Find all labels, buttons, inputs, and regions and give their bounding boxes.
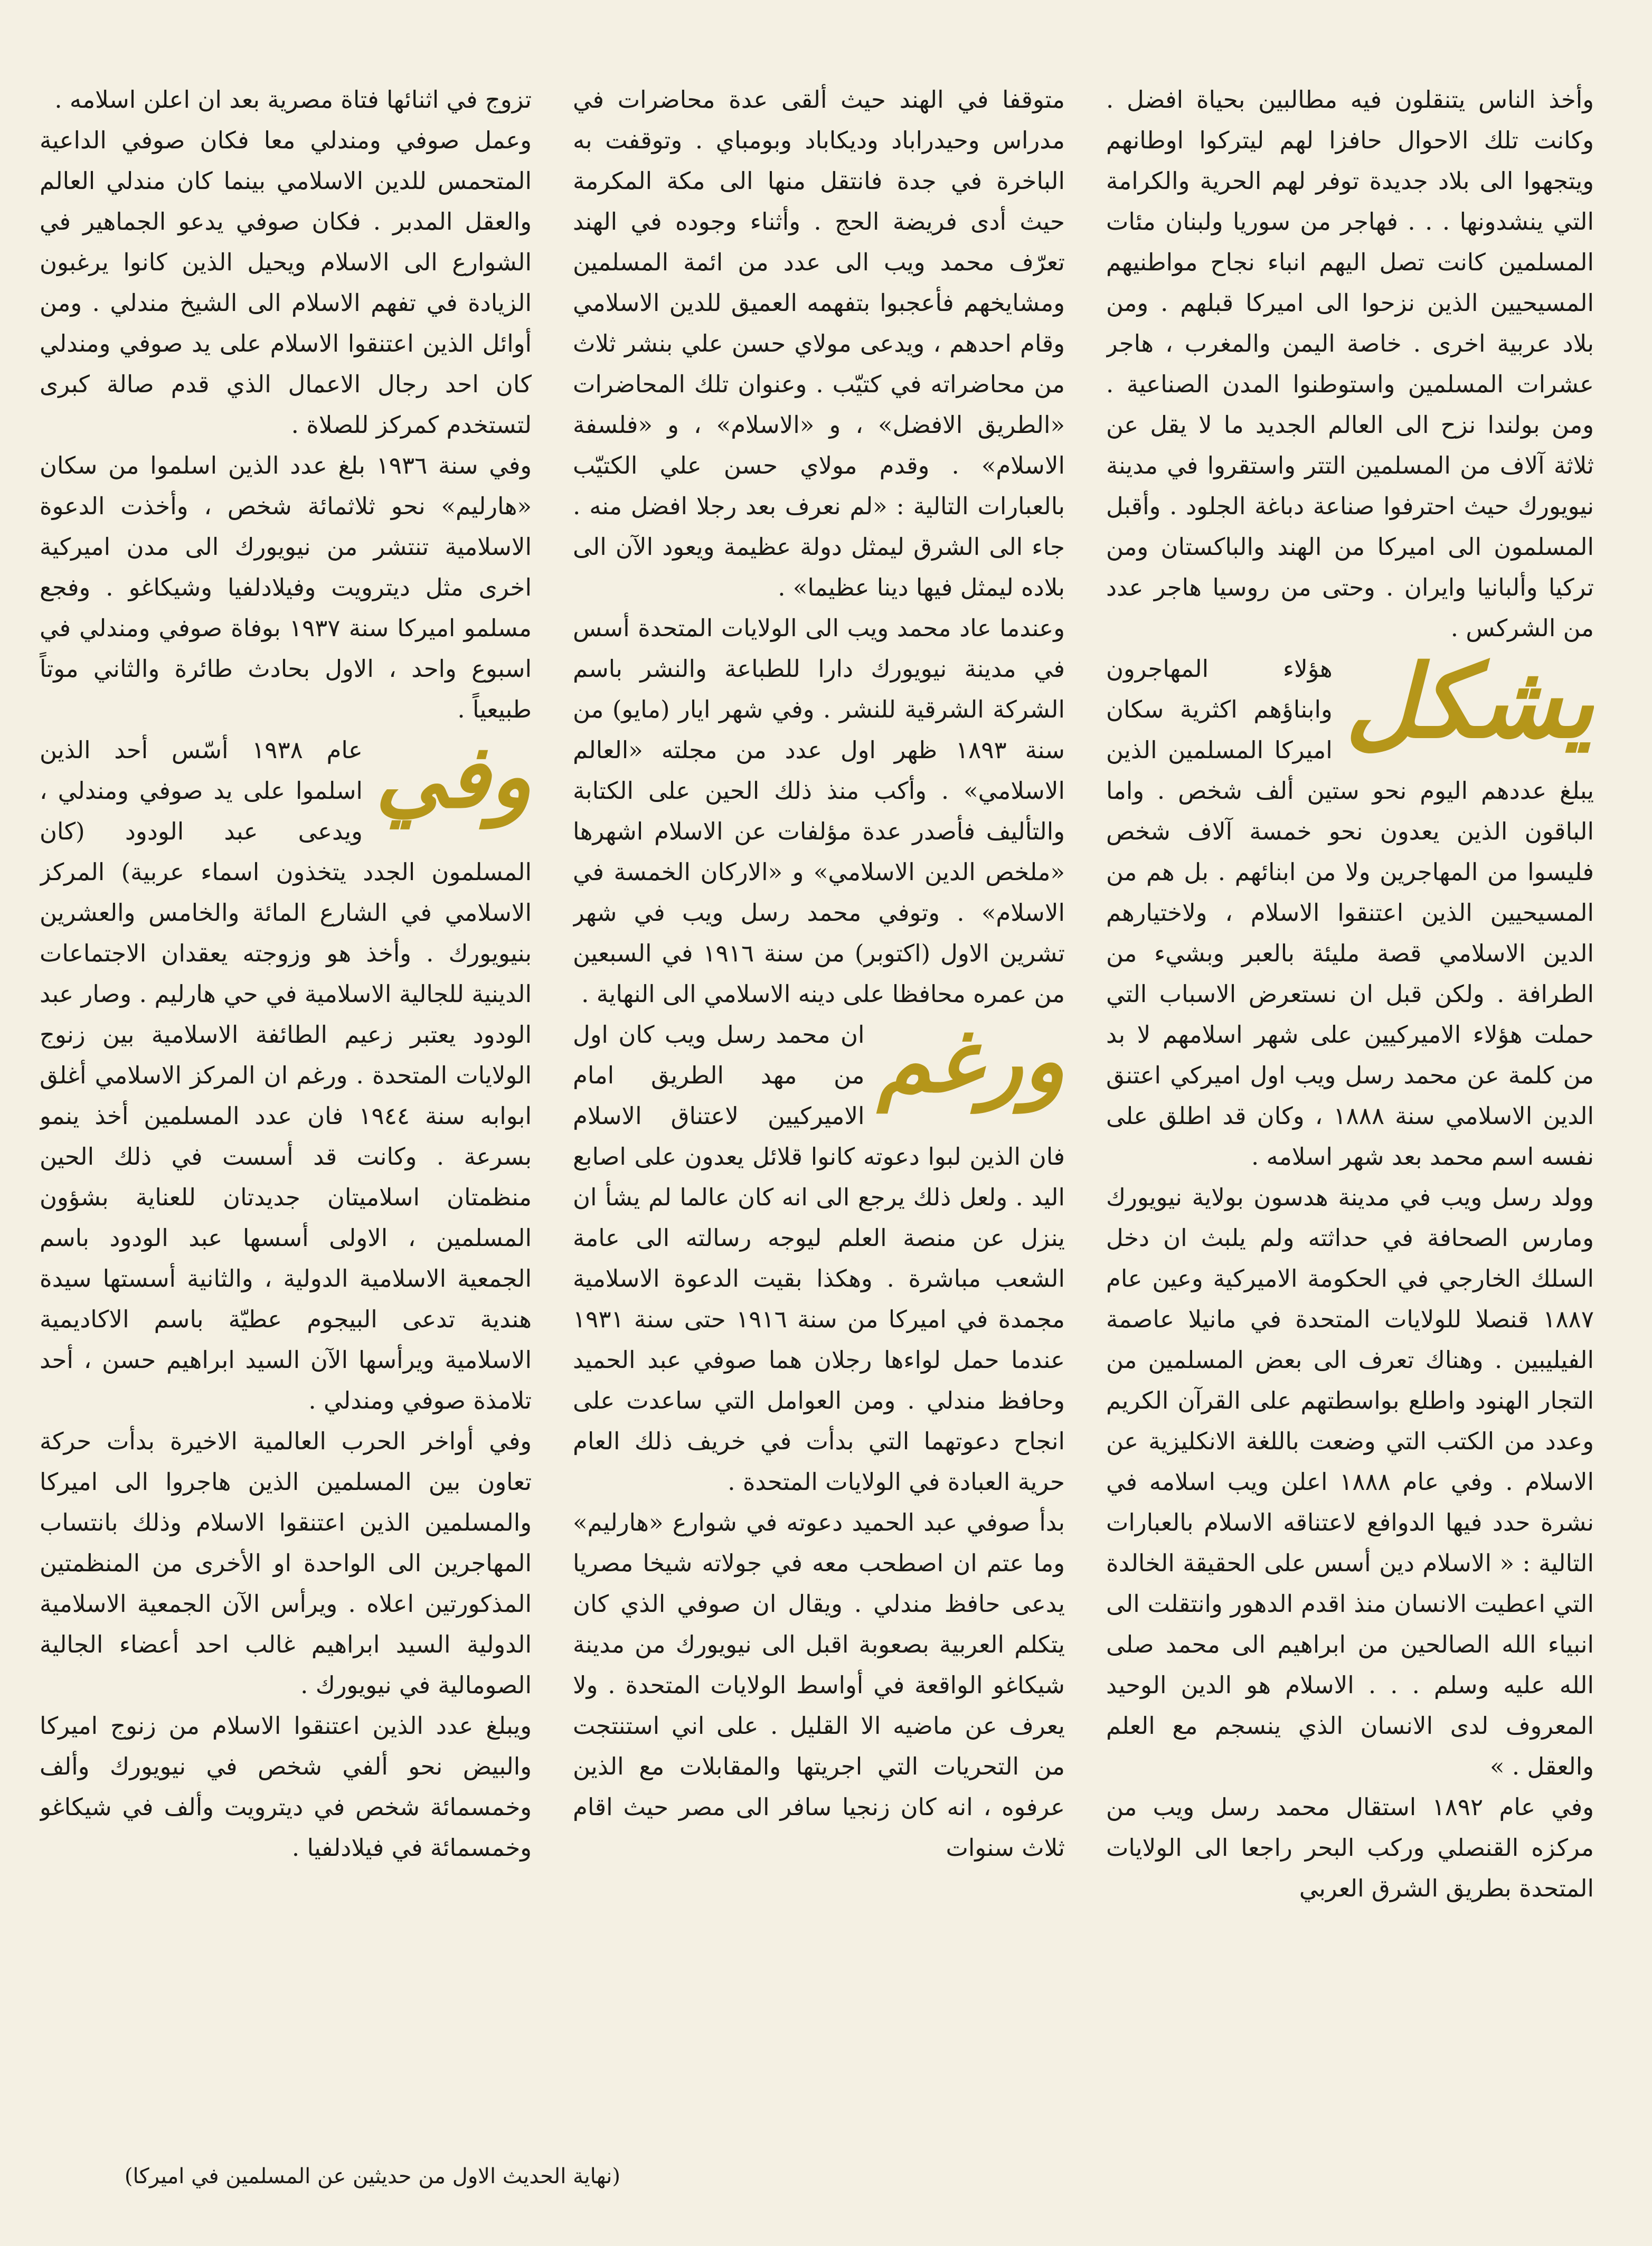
decorative-dropcap: ورغم — [877, 1009, 1065, 1112]
article-column-left — [40, 79, 532, 2096]
decorative-dropcap: وفي — [375, 725, 532, 827]
paragraph: تزوج في اثنائها فتاة مصرية بعد ان اعلن اسلامه . — [54, 86, 532, 114]
article-column-right — [1106, 79, 1594, 2096]
decorative-dropcap: يشكل — [1345, 643, 1594, 760]
paragraph: وأخذ الناس يتنقلون فيه مطالبين بحياة افضل . وكانت تلك الاحوال حافزا لهم ليتركوا اوطانهم ويتجهوا الى بلاد جديدة توفر لهم الحرية والكرامة التي ينشدونها . . . فهاجر من سوريا ولبنان مئات المسلمين كانت تصل اليهم انباء نجاح مواطنيهم المسيحيين الذين نزحوا الى اميركا قبلهم . ومن بلاد عربية اخرى . خاصة اليمن والمغرب ، هاجر عشرات المسلمين واستوطنوا المدن الصناعية . ومن بولندا نزح الى العالم الجديد ما لا يقل عن ثلاثة آلاف من المسلمين التتر واستقروا في مدينة نيويورك حيث احترفوا صناعة دباغة الجلود . وأقبل المسلمون الى اميركا من الهند والباكستان ومن تركيا وألبانيا وايران . وحتى من روسيا هاجر عدد من الشركس . — [1106, 86, 1594, 642]
paragraph: ويبلغ عدد الذين اعتنقوا الاسلام من زنوج اميركا والبيض نحو ألفي شخص في نيويورك وألف وخمسمائة شخص في ديترويت وألف في شيكاغو وخمسمائة في فيلادلفيا . — [40, 1712, 532, 1862]
paragraph: وفي سنة ١٩٣٦ بلغ عدد الذين اسلموا من سكان «هارليم» نحو ثلاثمائة شخص ، وأخذت الدعوة الاسلامية تنتشر من نيويورك الى مدن اميركية اخرى مثل ديترويت وفيلادلفيا وشيكاغو . وفجع مسلمو اميركا سنة ١٩٣٧ بوفاة صوفي ومندلي في اسبوع واحد ، الاول بحادث طائرة والثاني موتاً طبيعياً . — [40, 451, 532, 723]
article-footnote: (نهاية الحديث الاول من حديثين عن المسلمين في اميركا) — [124, 2164, 620, 2188]
paragraph: وعندما عاد محمد ويب الى الولايات المتحدة أسس في مدينة نيويورك دارا للطباعة والنشر باسم الشركة الشرقية للنشر . وفي شهر ايار (مايو) من سنة ١٨٩٣ ظهر اول عدد من مجلته «العالم الاسلامي» . وأكب منذ ذلك الحين على الكتابة والتأليف فأصدر عدة مؤلفات عن الاسلام اشهرها «ملخص الدين الاسلامي» و «الاركان الخمسة في الاسلام» . وتوفي محمد رسل ويب في شهر تشرين الاول (اكتوبر) من سنة ١٩١٦ في السبعين من عمره محافظا على دينه الاسلامي الى النهاية . — [573, 614, 1065, 1008]
paragraph: وفي عام ١٨٩٢ استقال محمد رسل ويب من مركزه القنصلي وركب البحر راجعا الى الولايات المتحدة بطريق الشرق العربي — [1106, 1793, 1594, 1902]
paragraph: عام ١٩٣٨ أسّس أحد الذين اسلموا على يد صوفي ومندلي ، ويدعى عبد الودود (كان المسلمون الجدد يتخذون اسماء عربية) المركز الاسلامي في الشارع المائة والخامس والعشرين بنيويورك . وأخذ هو وزوجته يعقدان الاجتماعات الدينية للجالية الاسلامية في حي هارليم . وصار عبد الودود يعتبر زعيم الطائفة الاسلامية بين زنوج الولايات المتحدة . ورغم ان المركز الاسلامي أغلق ابوابه سنة ١٩٤٤ فان عدد المسلمين أخذ ينمو بسرعة . وكانت قد أسست في ذلك الحين منظمتان اسلاميتان جديدتان للعناية بشؤون المسلمين ، الاولى أسسها عبد الودود باسم الجمعية الاسلامية الدولية ، والثانية أسستها سيدة هندية تدعى البيجوم عطيّة باسم الاكاديمية الاسلامية ويرأسها الآن السيد ابراهيم حسن ، أحد تلامذة صوفي ومندلي . — [40, 736, 532, 1414]
paragraph: ان محمد رسل ويب كان اول من مهد الطريق امام الاميركيين لاعتناق الاسلام فان الذين لبوا دعوته كانوا قلائل يعدون على اصابع اليد . ولعل ذلك يرجع الى انه كان عالما لم يشأ ان ينزل عن منصة العلم ليوجه رسالته الى عامة الشعب مباشرة . وهكذا بقيت الدعوة الاسلامية مجمدة في اميركا من سنة ١٩١٦ حتى سنة ١٩٣١ عندما حمل لواءها رجلان هما صوفي عبد الحميد وحافظ مندلي . ومن العوامل التي ساعدت على انجاح دعوتهما التي بدأت في خريف ذلك العام حرية العبادة في الولايات المتحدة . — [573, 1021, 1065, 1496]
paragraph: وعمل صوفي ومندلي معا فكان صوفي الداعية المتحمس للدين الاسلامي بينما كان مندلي العالم والعقل المدبر . فكان صوفي يدعو الجماهير في الشوارع الى الاسلام ويحيل الذين كانوا يرغبون الزيادة في تفهم الاسلام الى الشيخ مندلي . ومن أوائل الذين اعتنقوا الاسلام على يد صوفي ومندلي كان احد رجال الاعمال الذي قدم صالة كبرى لتستخدم كمركز للصلاة . — [40, 126, 532, 439]
paragraph: وولد رسل ويب في مدينة هدسون بولاية نيويورك ومارس الصحافة في حداثته ولم يلبث ان دخل السلك الخارجي في الحكومة الاميركية وعين عام ١٨٨٧ قنصلا للولايات المتحدة في مانيلا عاصمة الفيليبين . وهناك تعرف الى بعض المسلمين من التجار الهنود واطلع بواسطتهم على القرآن الكريم وعدد من الكتب التي وضعت باللغة الانكليزية عن الاسلام . وفي عام ١٨٨٨ اعلن ويب اسلامه في نشرة حدد فيها الدوافع لاعتناقه الاسلام بالعبارات التالية : « الاسلام دين أسس على الحقيقة الخالدة التي اعطيت الانسان منذ اقدم الدهور وانتقلت الى انبياء الله الصالحين من ابراهيم الى محمد صلى الله عليه وسلم . . . الاسلام هو الدين الوحيد المعروف لدى الانسان الذي ينسجم مع العلم والعقل . » — [1106, 1183, 1594, 1780]
article-column-middle — [573, 79, 1065, 2096]
paragraph: وفي أواخر الحرب العالمية الاخيرة بدأت حركة تعاون بين المسلمين الذين هاجروا الى اميركا والمسلمين الذين اعتنقوا الاسلام وذلك بانتساب المهاجرين الى الواحدة او الأخرى من المنظمتين المذكورتين اعلاه . ويرأس الآن الجمعية الاسلامية الدولية السيد ابراهيم غالب احد أعضاء الجالية الصومالية في نيويورك . — [40, 1427, 532, 1699]
paragraph: بدأ صوفي عبد الحميد دعوته في شوارع «هارليم» وما عتم ان اصطحب معه في جولاته شيخا مصريا يدعى حافظ مندلي . ويقال ان صوفي الذي كان يتكلم العربية بصعوبة اقبل الى نيويورك من مدينة شيكاغو الواقعة في أواسط الولايات المتحدة . ولا يعرف عن ماضيه الا القليل . على اني استنتجت من التحريات التي اجريتها والمقابلات مع الذين عرفوه ، انه كان زنجيا سافر الى مصر حيث اقام ثلاث سنوات — [573, 1508, 1065, 1862]
paragraph: متوقفا في الهند حيث ألقى عدة محاضرات في مدراس وحيدراباد وديكاباد وبومباي . وتوقفت به الباخرة في جدة فانتقل منها الى مكة المكرمة حيث أدى فريضة الحج . وأثناء وجوده في الهند تعرّف محمد ويب الى عدد من ائمة المسلمين ومشايخهم فأعجبوا بتفهمه العميق للدين الاسلامي وقام احدهم ، ويدعى مولاي حسن علي بنشر ثلاث من محاضراته في كتيّب . وعنوان تلك المحاضرات «الطريق الافضل» ، و «الاسلام» ، و «فلسفة الاسلام» . وقدم مولاي حسن علي الكتيّب بالعبارات التالية : «لم نعرف بعد رجلا افضل منه . جاء الى الشرق ليمثل دولة عظيمة ويعود الآن الى بلاده ليمثل فيها دينا عظيما» . — [573, 86, 1065, 601]
paragraph: هؤلاء المهاجرون وابناؤهم اكثرية سكان اميركا المسلمين الذين يبلغ عددهم اليوم نحو ستين ألف شخص . واما الباقون الذين يعدون نحو خمسة آلاف شخص فليسوا من المهاجرين ولا من ابنائهم . بل هم من المسيحيين الذين اعتنقوا الاسلام ، ولاختيارهم الدين الاسلامي قصة مليئة بالعبر وبشيء من الطرافة . ولكن قبل ان نستعرض الاسباب التي حملت هؤلاء الاميركيين على شهر اسلامهم لا بد من كلمة عن محمد رسل ويب اول اميركي اعتنق الدين الاسلامي سنة ١٨٨٨ ، وكان قد اطلق على نفسه اسم محمد بعد شهر اسلامه . — [1106, 655, 1594, 1171]
